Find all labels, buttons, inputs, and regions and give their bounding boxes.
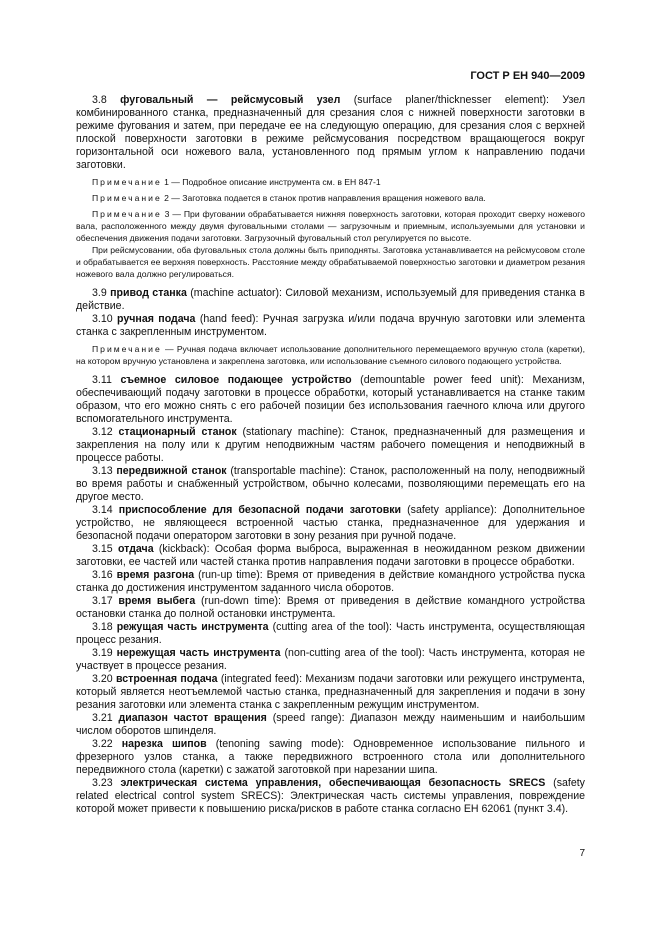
note-3 [76, 208, 585, 244]
term: нарезка шипов [121, 738, 207, 750]
term: время разгона [116, 569, 195, 581]
note-text: 1 — Подробное описание инструмента см. в ЕН 847-1 [161, 177, 381, 187]
definition-text: (surface planer/thicknesser element): Узел комбинированного станка, предназначенный для срезания слоя с нижней поверхности заготовки в режиме фугования и затем, при передаче ее на следующую операцию, для срезания слоя с верхней плоской поверхности заготовки в режиме рейсмусования посредством вращающегося вокруг горизонтальной оси ножевого вала, установленного под прямым углом к направлению подачи заготовки. [76, 94, 586, 171]
definition-3-20 [76, 673, 585, 712]
document-header: ГОСТ Р ЕН 940—2009 [470, 70, 585, 82]
definition-3-22 [76, 738, 585, 777]
definition-text: (safety related electrical control system SRECS): Электрическая часть системы управления, повреждение которой может привести к повышению риска/рисков в работе станка согласно ЕН 62061 (пункт 3.4). [76, 777, 585, 815]
definition-3-10 [76, 313, 585, 339]
definition-text: (cutting area of the tool): Часть инструмента, осуществляющая процесс резания. [76, 621, 585, 646]
definition-3-16 [76, 569, 585, 595]
term: отдача [117, 543, 154, 555]
clause-number: 3.11 [92, 374, 112, 386]
note-2 [76, 192, 585, 204]
definition-text: (demountable power feed unit): Механизм, обеспечивающий подачу заготовки в процессе обработки, который устанавливается на станке таким образом, что его можно снять с его рабочей позиции без использования гаечного ключа или другого вспомогательного инструмента. [76, 374, 585, 425]
term: приспособление для безопасной подачи заготовки [118, 504, 402, 516]
clause-number: 3.16 [92, 569, 113, 581]
clause-number: 3.18 [92, 621, 113, 633]
clause-number: 3.20 [92, 673, 113, 685]
document-body [76, 94, 585, 816]
note-manual-feed [76, 343, 585, 367]
definition-text: (kickback): Особая форма выброса, выраженная в неожиданном резком движении заготовки, ее частей или частей станка против направления подачи заготовки в процессе обработки. [76, 543, 585, 568]
definition-text: (stationary machine): Станок, предназначенный для размещения и закрепления на полу или к другим неподвижным частям рабочего помещения и неподвижный в процессе работы. [76, 426, 585, 464]
term: нережущая часть инструмента [116, 647, 281, 659]
note-text: 3 — При фуговании обрабатывается нижняя поверхность заготовки, которая проходит сверху ножевого вала, расположенного между двумя фуговальными столами — загрузочным и приемным, используемыми для установки и обеспечения движения подачи заготовки. Загрузочный фуговальный стол регулируется по высоте. [76, 209, 585, 243]
term: ручная подача [117, 313, 196, 325]
note-text: 2 — Заготовка подается в станок против направления вращения ножевого вала. [161, 193, 486, 203]
term: время выбега [118, 595, 196, 607]
definition-3-11 [76, 374, 585, 426]
term: привод станка [110, 287, 187, 299]
definition-3-8 [76, 94, 585, 172]
note-label: Примечание [92, 177, 162, 187]
page-number: 7 [579, 848, 585, 859]
definition-text: (tenoning sawing mode): Одновременное использование пильного и фрезерного узлов станка, а также передвижного встроенного стола или дополнительного передвижного стола (каретки) с зажатой заготовкой при нарезании шипа. [76, 738, 586, 776]
definition-3-21 [76, 712, 585, 738]
note-3-continuation: При рейсмусовании, оба фуговальных стола должны быть приподняты. Заготовка устанавливается на рейсмусовом столе и обрабатывается ее верхняя поверхность. Расстояние между обрабатываемой поверхностью заготовки и диаметром резания ножевого вала должно регулироваться. [76, 245, 585, 279]
note-label: Примечание [92, 193, 162, 203]
definition-3-14 [76, 504, 585, 543]
clause-number: 3.19 [92, 647, 113, 659]
definition-3-9 [76, 287, 585, 313]
definition-text: (safety appliance): Дополнительное устройство, не являющееся встроенной частью станка, предназначенное для удержания и безопасной подачи оператором заготовки в зону резания при ручной подаче. [76, 504, 585, 542]
definition-3-12 [76, 426, 585, 465]
clause-number: 3.15 [92, 543, 113, 555]
term: электрическая система управления, обеспечивающая безопасность SRECS [120, 777, 546, 789]
definition-3-23 [76, 777, 585, 816]
definition-text: (machine actuator): Силовой механизм, используемый для приведения станка в действие. [76, 287, 586, 312]
definition-3-17 [76, 595, 585, 621]
note-1 [76, 176, 585, 188]
clause-number: 3.10 [92, 313, 113, 325]
clause-number: 3.13 [92, 465, 113, 477]
clause-number: 3.17 [92, 595, 113, 607]
note-label: Примечание [92, 209, 162, 219]
clause-number: 3.12 [92, 426, 113, 438]
term: режущая часть инструмента [116, 621, 269, 633]
definition-text: (run-down time): Время от приведения в действие командного устройства остановки станка до полной остановки инструмента. [76, 595, 585, 620]
clause-number: 3.21 [92, 712, 113, 724]
term: диапазон частот вращения [118, 712, 267, 724]
definition-text: (speed range): Диапазон между наименьшим и наибольшим числом оборотов шпинделя. [76, 712, 586, 737]
definition-text: (transportable machine): Станок, расположенный на полу, неподвижный во время работы и снабженный устройством, обычно колесами, позволяющими перемещать его на другое место. [76, 465, 585, 503]
term: съемное силовое подающее устройство [120, 374, 352, 386]
term: фуговальный — рейсмусовый узел [120, 94, 341, 106]
definition-text: (integrated feed): Механизм подачи заготовки или режущего инструмента, который является неотъемлемой частью станка, предназначенный для закрепления и подачи в зону резания заготовки или элемента станка с закрепленным режущим инструментом. [76, 673, 585, 711]
term: встроенная подача [116, 673, 218, 685]
note-text: — Ручная подача включает использование дополнительного перемещаемого вручную стола (каретки), на котором вручную установлена и закреплена заготовка, или использование съемного силового подающего устройства. [76, 344, 585, 366]
note-label: Примечание [92, 344, 162, 354]
definition-3-18 [76, 621, 585, 647]
definition-3-15 [76, 543, 585, 569]
definition-text: (non-cutting area of the tool): Часть инструмента, которая не участвует в процессе резания. [76, 647, 585, 672]
term: стационарный станок [118, 426, 237, 438]
clause-number: 3.23 [92, 777, 113, 789]
definition-3-19 [76, 647, 585, 673]
definition-3-13 [76, 465, 585, 504]
term: передвижной станок [116, 465, 227, 477]
clause-number: 3.9 [92, 287, 107, 299]
clause-number: 3.22 [92, 738, 113, 750]
definition-text: (hand feed): Ручная загрузка и/или подача вручную заготовки или элемента станка с закрепленным инструментом. [76, 313, 585, 338]
clause-number: 3.8 [92, 94, 107, 106]
definition-text: (run-up time): Время от приведения в действие командного устройства пуска станка до достижения инструментом заданного числа оборотов. [76, 569, 585, 594]
clause-number: 3.14 [92, 504, 113, 516]
